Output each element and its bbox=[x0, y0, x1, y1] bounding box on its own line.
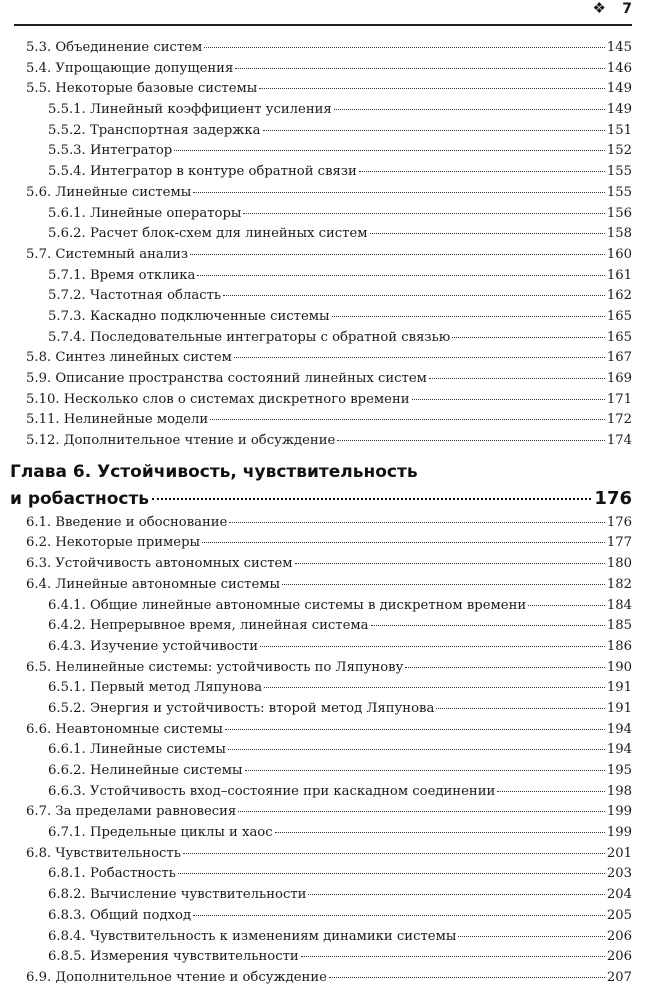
toc-entry-page: 167 bbox=[606, 350, 632, 366]
toc-entry[interactable] bbox=[0, 533, 632, 554]
toc-entry-title: 6.8.3. Общий подход bbox=[48, 907, 192, 923]
toc-entry-title: 5.11. Нелинейные модели bbox=[26, 412, 209, 428]
toc-entry[interactable] bbox=[0, 431, 632, 452]
toc-entry-page: 165 bbox=[606, 329, 632, 345]
dot-leader bbox=[204, 47, 605, 48]
section-6-entries bbox=[0, 513, 648, 989]
chapter-title-line2: и робастность bbox=[10, 488, 150, 509]
toc-entry-page: 206 bbox=[606, 949, 632, 965]
dot-leader bbox=[452, 337, 605, 338]
toc-entry-title: 5.3. Объединение систем bbox=[26, 40, 203, 55]
toc-entry-title: 6.8.1. Робастность bbox=[48, 866, 176, 882]
toc-entry[interactable] bbox=[0, 596, 632, 617]
toc-entry[interactable] bbox=[0, 79, 632, 100]
toc-entry-title: 6.6.2. Нелинейные системы bbox=[48, 763, 243, 778]
toc-entry-page: 204 bbox=[606, 887, 632, 903]
diamond-ornament-icon: ❖ bbox=[592, 0, 606, 17]
toc-entry-page: 195 bbox=[606, 763, 632, 778]
toc-entry-page: 155 bbox=[606, 184, 632, 200]
toc-entry[interactable] bbox=[0, 802, 632, 823]
toc-entry-page: 145 bbox=[606, 40, 632, 55]
chapter-title-line2-row bbox=[0, 485, 632, 513]
toc-entry-title: 6.8.4. Чувствительность к изменениям динамики системы bbox=[48, 928, 457, 944]
toc-entry[interactable] bbox=[0, 38, 632, 59]
toc-entry-page: 151 bbox=[606, 122, 632, 138]
dot-leader bbox=[263, 130, 605, 131]
section-5-entries bbox=[0, 38, 648, 452]
toc-entry[interactable] bbox=[0, 307, 632, 328]
dot-leader bbox=[436, 708, 605, 709]
toc-entry[interactable] bbox=[0, 906, 632, 927]
toc-entry[interactable] bbox=[0, 637, 632, 658]
toc-entry-page: 176 bbox=[606, 514, 632, 530]
dot-leader bbox=[301, 956, 605, 957]
dot-leader bbox=[152, 498, 591, 500]
dot-leader bbox=[359, 171, 605, 172]
dot-leader bbox=[337, 440, 605, 441]
toc-entry[interactable] bbox=[0, 844, 632, 865]
dot-leader bbox=[275, 832, 605, 833]
toc-entry-title: 5.6. Линейные системы bbox=[26, 184, 192, 200]
toc-entry-title: 6.8. Чувствительность bbox=[26, 845, 181, 861]
toc-entry-title: 5.7.3. Каскадно подключенные системы bbox=[48, 308, 330, 324]
dot-leader bbox=[234, 357, 605, 358]
toc-entry-title: 6.6.1. Линейные системы bbox=[48, 742, 226, 758]
dot-leader bbox=[202, 542, 605, 543]
toc-entry-page: 149 bbox=[606, 81, 632, 97]
toc-entry[interactable] bbox=[0, 513, 632, 534]
toc-entry[interactable] bbox=[0, 761, 632, 782]
dot-leader bbox=[295, 563, 605, 564]
toc-entry-title: 5.9. Описание пространства состояний линейных систем bbox=[26, 371, 427, 386]
toc-entry-page: 206 bbox=[606, 928, 632, 944]
toc-entry-title: 6.4.2. Непрерывное время, линейная система bbox=[48, 618, 369, 634]
toc-entry[interactable] bbox=[0, 575, 632, 596]
toc-entry[interactable] bbox=[0, 616, 632, 637]
toc-entry[interactable] bbox=[0, 141, 632, 162]
toc-entry-title: 5.5.1. Линейный коэффициент усиления bbox=[48, 102, 332, 118]
toc-entry-title: 5.10. Несколько слов о системах дискретного времени bbox=[26, 391, 410, 407]
toc-entry-title: 6.4. Линейные автономные системы bbox=[26, 576, 281, 592]
dot-leader bbox=[412, 399, 605, 400]
toc-entry-page: 162 bbox=[606, 288, 632, 304]
dot-leader bbox=[225, 729, 605, 730]
toc-entry[interactable] bbox=[0, 678, 632, 699]
toc-entry-page: 149 bbox=[606, 102, 632, 118]
toc-entry-page: 185 bbox=[606, 618, 632, 634]
toc-entry-title: 5.7. Системный анализ bbox=[26, 246, 189, 262]
toc-entry[interactable] bbox=[0, 947, 632, 968]
toc-entry-title: 6.5.1. Первый метод Ляпунова bbox=[48, 680, 263, 696]
toc-entry[interactable] bbox=[0, 658, 632, 679]
toc-entry-page: 182 bbox=[606, 576, 632, 592]
toc-entry-page: 205 bbox=[606, 907, 632, 923]
dot-leader bbox=[238, 811, 605, 812]
toc-entry-title: 6.3. Устойчивость автономных систем bbox=[26, 556, 293, 572]
toc-entry-page: 191 bbox=[606, 700, 632, 716]
toc-entry-page: 201 bbox=[606, 845, 632, 861]
toc-entry[interactable] bbox=[0, 286, 632, 307]
dot-leader bbox=[229, 522, 604, 523]
toc-entry-page: 174 bbox=[606, 433, 632, 449]
toc-entry[interactable] bbox=[0, 823, 632, 844]
toc-entry[interactable] bbox=[0, 266, 632, 287]
toc-entry-page: 146 bbox=[606, 60, 632, 76]
toc-entry-title: 6.2. Некоторые примеры bbox=[26, 535, 201, 551]
toc-entry[interactable] bbox=[0, 245, 632, 266]
toc-entry-title: 6.7. За пределами равновесия bbox=[26, 804, 237, 820]
toc-entry-title: 5.7.2. Частотная область bbox=[48, 288, 222, 304]
toc-entry-page: 171 bbox=[606, 391, 632, 407]
toc-entry-page: 207 bbox=[606, 969, 632, 985]
dot-leader bbox=[190, 254, 605, 255]
toc-entry-page: 180 bbox=[606, 556, 632, 572]
toc-entry-page: 203 bbox=[606, 866, 632, 882]
toc-entry[interactable] bbox=[0, 699, 632, 720]
toc-entry-page: 186 bbox=[606, 638, 632, 654]
dot-leader bbox=[260, 646, 605, 647]
dot-leader bbox=[264, 687, 605, 688]
header-rule bbox=[14, 24, 632, 26]
toc-entry[interactable] bbox=[0, 720, 632, 741]
toc-entry[interactable] bbox=[0, 204, 632, 225]
toc-entry-page: 191 bbox=[606, 680, 632, 696]
toc-entry-page: 155 bbox=[606, 164, 632, 180]
toc-entry-page: 190 bbox=[606, 659, 632, 675]
toc-entry-title: 6.7.1. Предельные циклы и хаос bbox=[48, 825, 273, 841]
toc-entry-title: 5.4. Упрощающие допущения bbox=[26, 60, 234, 76]
toc-entry[interactable] bbox=[0, 224, 632, 245]
toc-entry-page: 199 bbox=[606, 804, 632, 820]
toc-entry[interactable] bbox=[0, 885, 632, 906]
toc-entry-page: 152 bbox=[606, 143, 632, 159]
toc-entry-page: 198 bbox=[606, 783, 632, 799]
dot-leader bbox=[178, 873, 605, 874]
toc-entry-title: 5.8. Синтез линейных систем bbox=[26, 350, 232, 366]
toc-entry-title: 6.9. Дополнительное чтение и обсуждение bbox=[26, 969, 327, 985]
toc-entry-title: 6.6. Неавтономные системы bbox=[26, 721, 223, 737]
dot-leader bbox=[429, 378, 605, 379]
dot-leader bbox=[405, 667, 604, 668]
toc-entry[interactable] bbox=[0, 121, 632, 142]
toc-entry[interactable] bbox=[0, 328, 632, 349]
dot-leader bbox=[259, 88, 605, 89]
toc-entry-page: 169 bbox=[606, 371, 632, 386]
dot-leader bbox=[332, 316, 605, 317]
page-header bbox=[0, 0, 648, 20]
toc-entry-title: 5.6.1. Линейные операторы bbox=[48, 205, 242, 221]
toc-entry-page: 194 bbox=[606, 721, 632, 737]
toc-entry-page: 177 bbox=[606, 535, 632, 551]
dot-leader bbox=[197, 275, 604, 276]
toc-entry[interactable] bbox=[0, 59, 632, 80]
toc-entry[interactable] bbox=[0, 740, 632, 761]
dot-leader bbox=[370, 233, 605, 234]
toc-entry-title: 5.5.2. Транспортная задержка bbox=[48, 122, 261, 138]
dot-leader bbox=[210, 419, 605, 420]
toc-entry-title: 6.6.3. Устойчивость вход–состояние при каскадном соединении bbox=[48, 783, 496, 799]
toc-entry-title: 6.4.1. Общие линейные автономные системы в дискретном времени bbox=[48, 597, 527, 613]
dot-leader bbox=[497, 791, 605, 792]
toc-entry-title: 5.5.3. Интегратор bbox=[48, 143, 173, 159]
toc-entry-title: 6.5.2. Энергия и устойчивость: второй метод Ляпунова bbox=[48, 700, 435, 716]
chapter-page-number: 176 bbox=[594, 487, 632, 509]
toc-entry-title: 6.8.5. Измерения чувствительности bbox=[48, 949, 299, 965]
toc-entry-title: 6.4.3. Изучение устойчивости bbox=[48, 638, 259, 654]
toc-entry-title: 6.5. Нелинейные системы: устойчивость по Ляпунову bbox=[26, 659, 404, 675]
dot-leader bbox=[193, 192, 605, 193]
toc-entry-page: 160 bbox=[606, 246, 632, 262]
toc-entry-title: 5.5. Некоторые базовые системы bbox=[26, 81, 258, 97]
toc-entry[interactable] bbox=[0, 410, 632, 431]
toc-entry[interactable] bbox=[0, 782, 632, 803]
dot-leader bbox=[528, 605, 605, 606]
toc-entry-title: 6.1. Введение и обоснование bbox=[26, 514, 228, 530]
dot-leader bbox=[282, 584, 605, 585]
toc-entry-title: 5.6.2. Расчет блок-схем для линейных систем bbox=[48, 226, 368, 242]
toc-entry-page: 161 bbox=[606, 267, 632, 283]
toc-entry[interactable] bbox=[0, 554, 632, 575]
dot-leader bbox=[245, 770, 605, 771]
toc-entry-page: 194 bbox=[606, 742, 632, 758]
chapter-title-line1: Глава 6. Устойчивость, чувствительность bbox=[10, 461, 418, 482]
toc-entry-page: 172 bbox=[606, 412, 632, 428]
dot-leader bbox=[334, 109, 605, 110]
toc-entry-page: 165 bbox=[606, 308, 632, 324]
dot-leader bbox=[329, 977, 605, 978]
toc-entry-title: 5.5.4. Интегратор в контуре обратной связи bbox=[48, 164, 357, 180]
table-of-contents bbox=[0, 38, 648, 989]
dot-leader bbox=[228, 749, 605, 750]
dot-leader bbox=[308, 894, 604, 895]
toc-entry[interactable] bbox=[0, 162, 632, 183]
dot-leader bbox=[243, 213, 604, 214]
dot-leader bbox=[223, 295, 605, 296]
chapter-6-heading[interactable] bbox=[0, 460, 648, 513]
toc-entry-page: 156 bbox=[606, 205, 632, 221]
toc-entry-title: 5.12. Дополнительное чтение и обсуждение bbox=[26, 433, 336, 449]
dot-leader bbox=[193, 915, 605, 916]
toc-entry-title: 5.7.1. Время отклика bbox=[48, 267, 196, 283]
toc-entry[interactable] bbox=[0, 864, 632, 885]
dot-leader bbox=[183, 853, 605, 854]
toc-entry[interactable] bbox=[0, 968, 632, 989]
toc-entry-title: 5.7.4. Последовательные интеграторы с обратной связью bbox=[48, 329, 451, 345]
dot-leader bbox=[235, 68, 605, 69]
dot-leader bbox=[371, 625, 605, 626]
toc-entry[interactable] bbox=[0, 348, 632, 369]
toc-entry[interactable] bbox=[0, 369, 632, 390]
toc-entry-page: 184 bbox=[606, 597, 632, 613]
toc-entry[interactable] bbox=[0, 183, 632, 204]
toc-entry-page: 158 bbox=[606, 226, 632, 242]
dot-leader bbox=[174, 150, 605, 151]
dot-leader bbox=[458, 936, 605, 937]
toc-entry[interactable] bbox=[0, 390, 632, 411]
toc-entry-page: 199 bbox=[606, 825, 632, 841]
toc-entry-title: 6.8.2. Вычисление чувствительности bbox=[48, 887, 307, 903]
toc-entry[interactable] bbox=[0, 100, 632, 121]
page-number: 7 bbox=[622, 1, 632, 17]
toc-entry[interactable] bbox=[0, 927, 632, 948]
